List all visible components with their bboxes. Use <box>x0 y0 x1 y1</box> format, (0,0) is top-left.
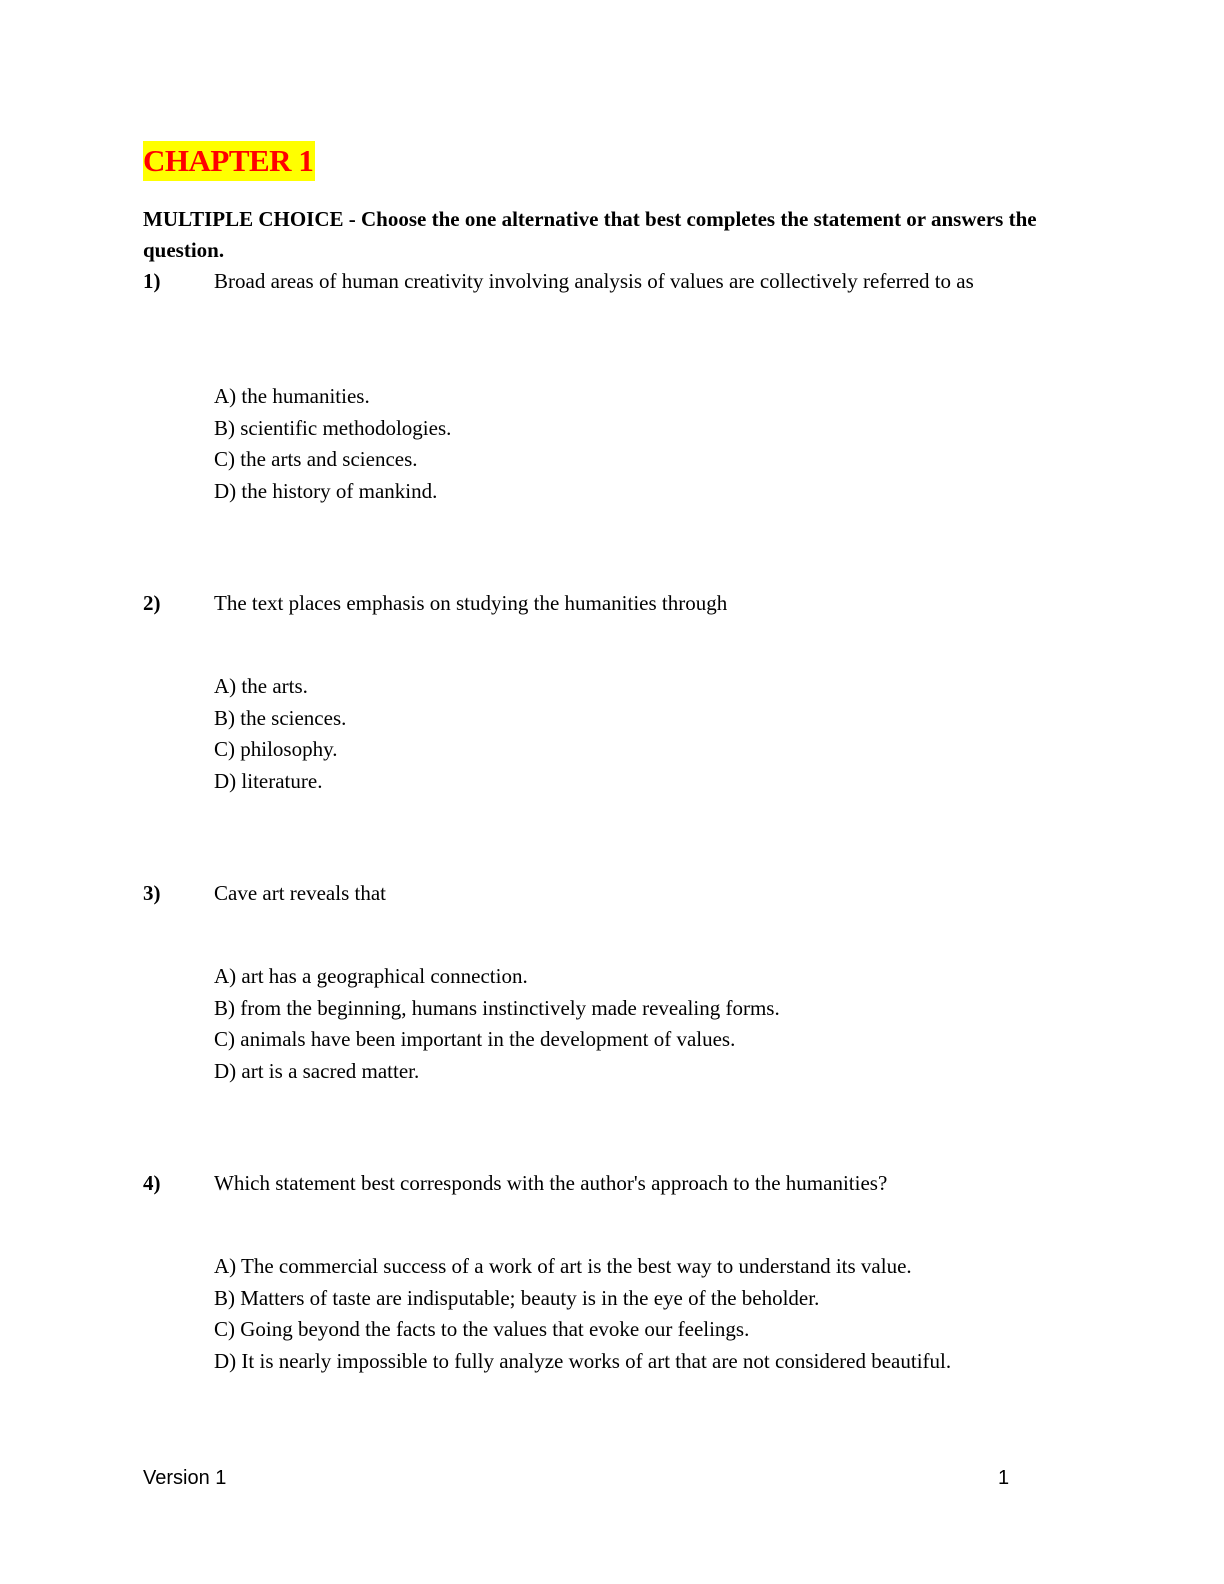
footer-version: Version 1 <box>143 1467 227 1489</box>
question-4 <box>143 1168 1073 1199</box>
option-b: B) from the beginning, humans instinctively made revealing forms. <box>214 995 780 1020</box>
option-b: B) Matters of taste are indisputable; beauty is in the eye of the beholder. <box>214 1285 820 1310</box>
option-d: D) art is a sacred matter. <box>214 1058 420 1083</box>
option-d: D) It is nearly impossible to fully analyze works of art that are not considered beautiful. <box>214 1348 952 1373</box>
instructions: MULTIPLE CHOICE - Choose the one alternative that best completes the statement or answers the question. <box>143 207 1037 262</box>
question-text: The text places emphasis on studying the humanities through <box>214 591 728 615</box>
option-c: C) Going beyond the facts to the values that evoke our feelings. <box>214 1317 750 1341</box>
question-4-options <box>214 1251 1094 1377</box>
option-a: A) The commercial success of a work of art is the best way to understand its value. <box>214 1254 912 1278</box>
option-b: B) the sciences. <box>214 705 347 730</box>
option-c: C) philosophy. <box>214 737 338 761</box>
question-1-options <box>214 381 1094 507</box>
question-3 <box>143 878 1073 909</box>
option-d: D) the history of mankind. <box>214 478 438 503</box>
question-number: 1) <box>143 269 161 293</box>
question-text: Broad areas of human creativity involving analysis of values are collectively referred to as <box>214 269 974 293</box>
question-1 <box>143 266 1073 297</box>
option-c: C) the arts and sciences. <box>214 447 418 471</box>
question-2-options <box>214 671 1094 797</box>
question-text: Cave art reveals that <box>214 881 386 905</box>
option-a: A) the arts. <box>214 674 308 698</box>
option-c: C) animals have been important in the development of values. <box>214 1027 736 1051</box>
question-3-options <box>214 961 1094 1087</box>
footer-page-number: 1 <box>998 1467 1010 1489</box>
option-d: D) literature. <box>214 768 323 793</box>
chapter-title: CHAPTER 1 <box>143 141 315 181</box>
question-number: 2) <box>143 591 161 615</box>
question-number: 4) <box>143 1171 161 1195</box>
question-text: Which statement best corresponds with the author's approach to the humanities? <box>214 1171 888 1195</box>
option-a: A) the humanities. <box>214 384 370 408</box>
option-a: A) art has a geographical connection. <box>214 964 528 988</box>
question-2 <box>143 588 1073 619</box>
question-number: 3) <box>143 881 161 905</box>
option-b: B) scientific methodologies. <box>214 415 452 440</box>
